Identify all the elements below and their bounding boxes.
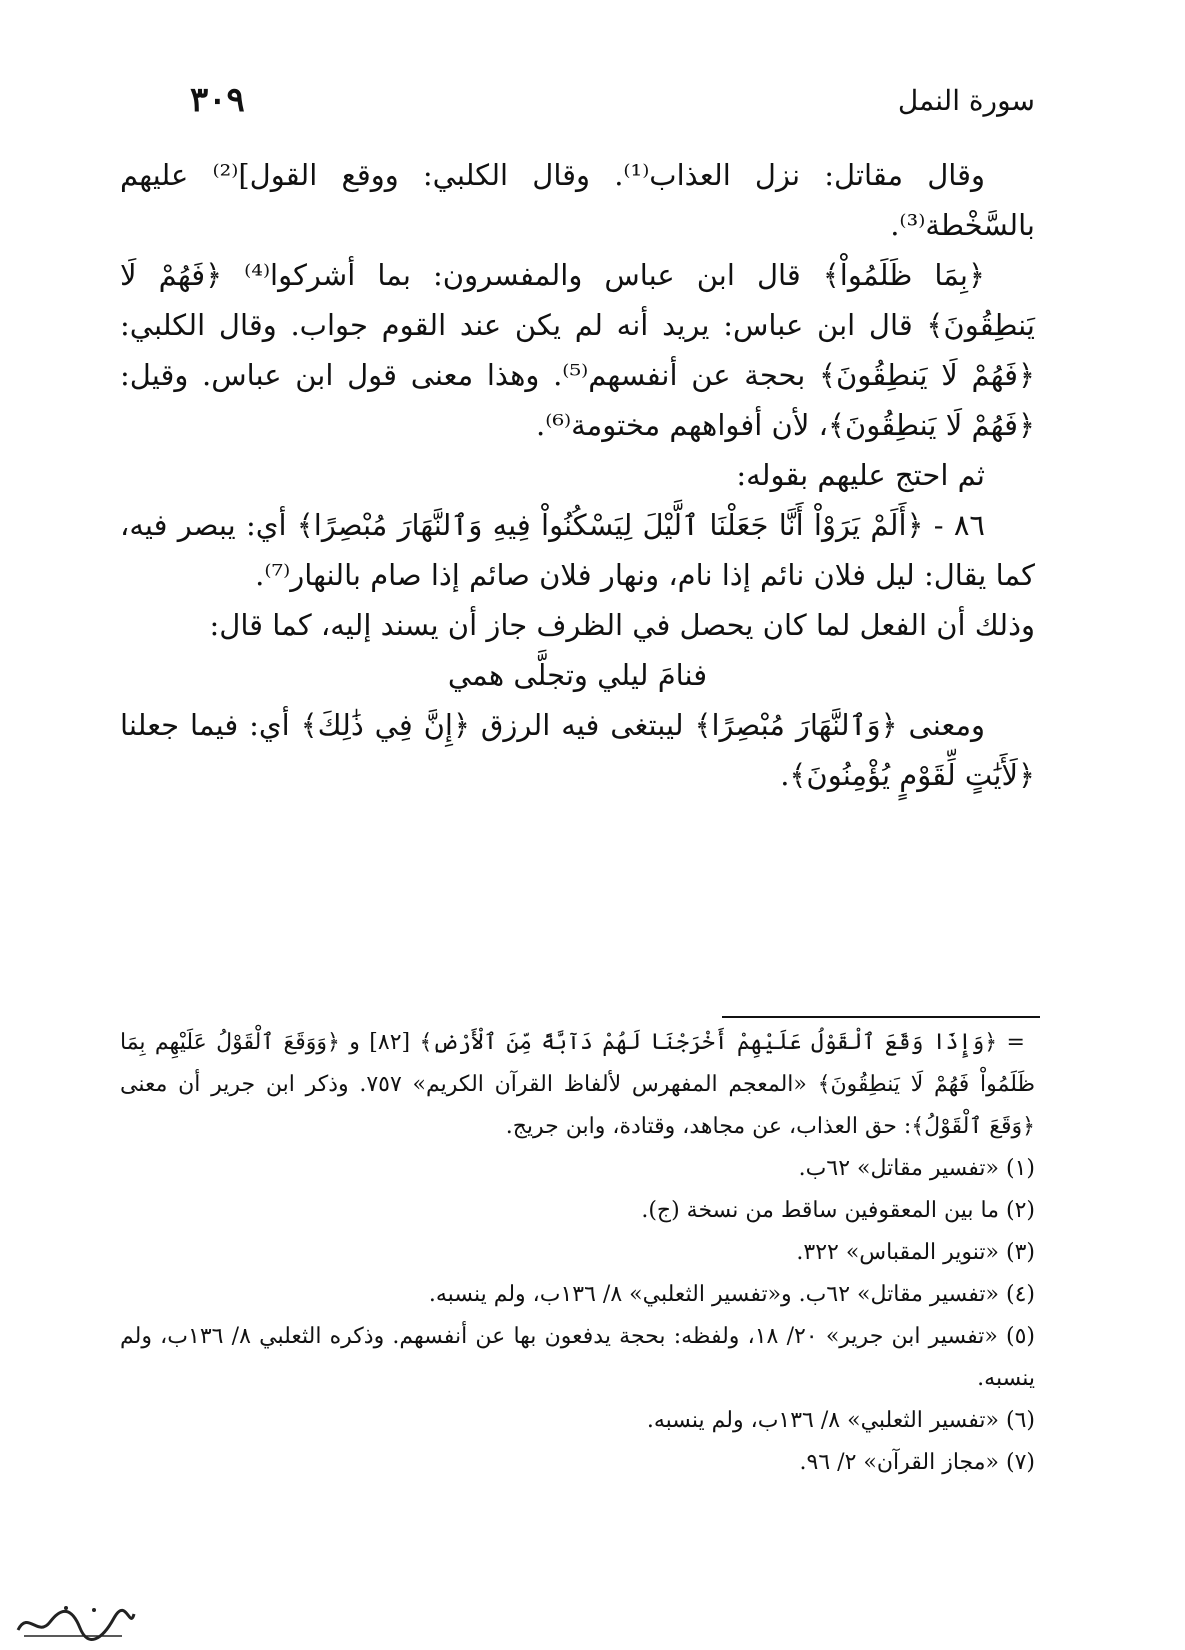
footnote-separator (722, 1016, 1040, 1018)
paragraph: ﴿بِمَا ظَلَمُواْ﴾ قال ابن عباس والمفسرون: بما أشركوا⁽⁴⁾ ﴿فَهُمْ لَا يَنطِقُونَ﴾ قال ابن عباس: يريد أنه لم يكن عند القوم جواب. وقال الكلبي: ﴿فَهُمْ لَا يَنطِقُونَ﴾ بحجة عن أنفسهم⁽⁵⁾. وهذا معنى قول ابن عباس. وقيل: ﴿فَهُمْ لَا يَنطِقُونَ﴾، لأن أفواههم مختومة⁽⁶⁾. (120, 258, 1035, 442)
paragraph: ومعنى ﴿وَٱلنَّهَارَ مُبْصِرًا﴾ ليبتغى فيه الرزق ﴿إِنَّ فِي ذَٰلِكَ﴾ أي: فيما جعلنا ﴿لَأَيَٰتٍ لِّقَوْمٍ يُؤْمِنُونَ﴾. (120, 708, 1035, 792)
footnote: (٣) «تنوير المقباس» ٣٢٢. (796, 1240, 1035, 1265)
footnote: (٧) «مجاز القرآن» ٢/ ٩٦. (799, 1450, 1035, 1475)
footnotes (120, 1022, 1035, 1484)
publisher-logo (10, 1600, 140, 1644)
footnote-continuation: = ﴿وَإِذَا وَقَعَ ٱلْقَوْلُ عَلَيْهِمْ أَخْرَجْنَا لَهُمْ دَآبَّةً مِّنَ ٱلْأَرْضِ﴾ [٨٢] و ﴿وَوَقَعَ ٱلْقَوْلُ عَلَيْهِم بِمَا ظَلَمُواْ فَهُمْ لَا يَنطِقُونَ﴾ «المعجم المفهرس لألفاظ القرآن الكريم» ٧٥٧. وذكر ابن جرير أن معنى ﴿وَقَعَ ٱلْقَوْلُ﴾: حق العذاب، عن مجاهد، وقتادة، وابن جريج. (120, 1030, 1036, 1139)
surah-title: سورة النمل (897, 84, 1035, 117)
page-header (190, 80, 1035, 130)
footnote: (٢) ما بين المعقوفين ساقط من نسخة (ج). (641, 1198, 1035, 1223)
paragraph: ٨٦ - ﴿أَلَمْ يَرَوْاْ أَنَّا جَعَلْنَا ٱلَّيْلَ لِيَسْكُنُواْ فِيهِ وَٱلنَّهَارَ مُبْصِرًا﴾ أي: يبصر فيه، كما يقال: ليل فلان نائم إذا نام، ونهار فلان صائم إذا صام بالنهار⁽⁷⁾. (120, 508, 1035, 592)
main-text (120, 150, 1035, 800)
poetry-verse: فنامَ ليلي وتجلَّى همي (447, 658, 708, 692)
footnote: (٤) «تفسير مقاتل» ٦٢ب. و«تفسير الثعلبي» ٨/ ١٣٦ب، ولم ينسبه. (428, 1282, 1035, 1307)
footnote: (٥) «تفسير ابن جرير» ٢٠/ ١٨، ولفظه: بحجة يدفعون بها عن أنفسهم. وذكره الثعلبي ٨/ ١٣٦ب، ولم ينسبه. (120, 1324, 1036, 1391)
paragraph: وقال مقاتل: نزل العذاب⁽¹⁾. وقال الكلبي: ووقع القول]⁽²⁾ عليهم بالسَّخْطة⁽³⁾. (120, 158, 1035, 242)
paragraph: ثم احتج عليهم بقوله: (736, 458, 985, 492)
paragraph: وذلك أن الفعل لما كان يحصل في الظرف جاز أن يسند إليه، كما قال: (209, 608, 1035, 642)
page-number: ٣٠٩ (190, 80, 245, 120)
footnote: (٦) «تفسير الثعلبي» ٨/ ١٣٦ب، ولم ينسبه. (646, 1408, 1035, 1433)
footnote: (١) «تفسير مقاتل» ٦٢ب. (798, 1156, 1035, 1181)
